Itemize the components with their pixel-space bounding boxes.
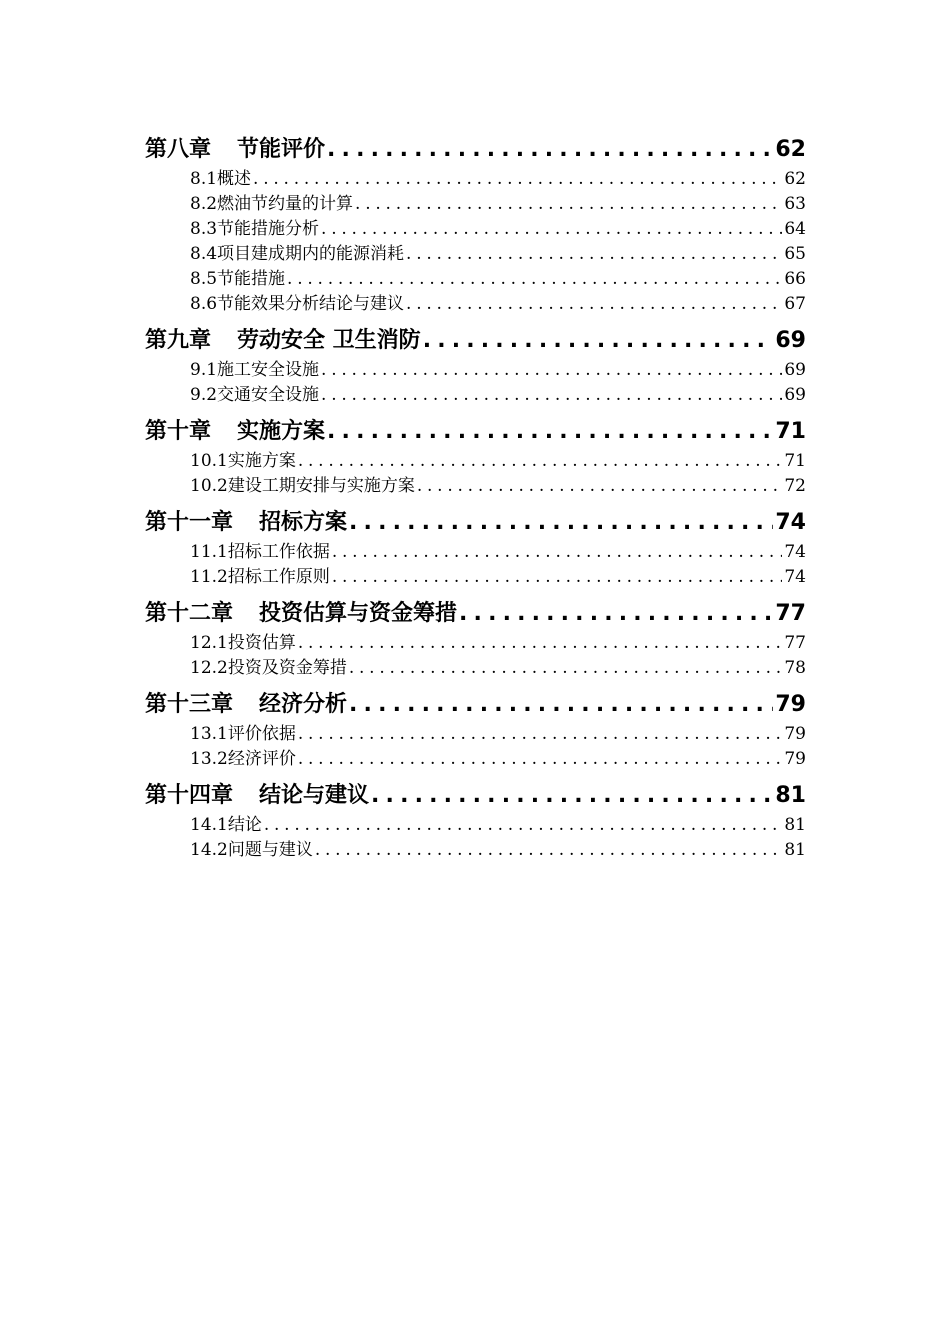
page-number: 81 bbox=[775, 783, 806, 808]
page-number: 79 bbox=[784, 724, 806, 744]
toc-section-8-5[interactable] bbox=[145, 267, 806, 292]
page-number: 63 bbox=[784, 194, 806, 214]
page-number: 69 bbox=[784, 360, 806, 380]
dot-leader bbox=[321, 217, 782, 242]
page-number: 81 bbox=[784, 815, 806, 835]
section-title: 13.1评价依据 bbox=[190, 724, 296, 744]
section-title: 12.2投资及资金筹措 bbox=[190, 658, 347, 678]
toc-chapter-10[interactable] bbox=[145, 415, 806, 449]
section-title: 13.2经济评价 bbox=[190, 749, 296, 769]
toc-section-9-2[interactable] bbox=[145, 383, 806, 408]
dot-leader bbox=[321, 358, 782, 383]
dot-leader bbox=[406, 292, 782, 317]
toc-section-8-6[interactable] bbox=[145, 292, 806, 317]
page-number: 67 bbox=[784, 294, 806, 314]
dot-leader bbox=[298, 449, 783, 474]
chapter-title bbox=[145, 415, 325, 449]
page-number: 66 bbox=[784, 269, 806, 289]
chapter-name: 招标方案 bbox=[259, 510, 348, 535]
section-title: 8.1概述 bbox=[190, 169, 252, 189]
section-title: 9.2交通安全设施 bbox=[190, 385, 320, 405]
chapter-number: 第十章 bbox=[145, 419, 212, 444]
dot-leader bbox=[332, 565, 783, 590]
dot-leader bbox=[287, 267, 782, 292]
chapter-name: 投资估算与资金筹措 bbox=[259, 601, 458, 626]
toc-chapter-9[interactable] bbox=[145, 324, 806, 358]
dot-leader bbox=[298, 631, 783, 656]
page-number: 62 bbox=[775, 137, 806, 162]
page-number: 79 bbox=[784, 749, 806, 769]
dot-leader bbox=[355, 192, 782, 217]
dot-leader bbox=[264, 813, 783, 838]
page-number: 77 bbox=[775, 601, 806, 626]
chapter-name: 劳动安全 卫生消防 bbox=[237, 328, 421, 353]
dot-leader bbox=[327, 415, 773, 449]
toc-chapter-8[interactable] bbox=[145, 133, 806, 167]
page-number: 79 bbox=[775, 692, 806, 717]
dot-leader bbox=[459, 597, 773, 631]
table-of-contents bbox=[145, 133, 806, 863]
toc-chapter-11[interactable] bbox=[145, 506, 806, 540]
page-number: 74 bbox=[784, 542, 806, 562]
dot-leader bbox=[371, 779, 773, 813]
dot-leader bbox=[417, 474, 783, 499]
page-number: 69 bbox=[784, 385, 806, 405]
toc-section-13-1[interactable] bbox=[145, 722, 806, 747]
dot-leader bbox=[349, 688, 773, 722]
page-number: 69 bbox=[775, 328, 806, 353]
page-number: 62 bbox=[784, 169, 806, 189]
page-number: 74 bbox=[784, 567, 806, 587]
chapter-name: 实施方案 bbox=[237, 419, 326, 444]
chapter-title bbox=[145, 597, 457, 631]
toc-section-12-2[interactable] bbox=[145, 656, 806, 681]
toc-section-9-1[interactable] bbox=[145, 358, 806, 383]
page-number: 81 bbox=[784, 840, 806, 860]
dot-leader bbox=[298, 747, 783, 772]
chapter-number: 第九章 bbox=[145, 328, 212, 353]
section-title: 11.1招标工作依据 bbox=[190, 542, 330, 562]
page-number: 64 bbox=[784, 219, 806, 239]
dot-leader bbox=[327, 133, 773, 167]
toc-chapter-13[interactable] bbox=[145, 688, 806, 722]
chapter-number: 第十一章 bbox=[145, 510, 234, 535]
chapter-title bbox=[145, 506, 347, 540]
page-number: 71 bbox=[784, 451, 806, 471]
toc-section-14-1[interactable] bbox=[145, 813, 806, 838]
toc-chapter-12[interactable] bbox=[145, 597, 806, 631]
chapter-number: 第十四章 bbox=[145, 783, 234, 808]
section-title: 9.1施工安全设施 bbox=[190, 360, 320, 380]
toc-section-12-1[interactable] bbox=[145, 631, 806, 656]
dot-leader bbox=[349, 506, 773, 540]
toc-section-8-2[interactable] bbox=[145, 192, 806, 217]
section-title: 8.2燃油节约量的计算 bbox=[190, 194, 354, 214]
section-title: 8.3节能措施分析 bbox=[190, 219, 320, 239]
chapter-title bbox=[145, 324, 421, 358]
dot-leader bbox=[253, 167, 782, 192]
section-title: 12.1投资估算 bbox=[190, 633, 296, 653]
toc-section-8-4[interactable] bbox=[145, 242, 806, 267]
toc-section-10-1[interactable] bbox=[145, 449, 806, 474]
section-title: 10.2建设工期安排与实施方案 bbox=[190, 476, 415, 496]
section-title: 14.1结论 bbox=[190, 815, 262, 835]
page-number: 65 bbox=[784, 244, 806, 264]
chapter-number: 第十三章 bbox=[145, 692, 234, 717]
chapter-name: 结论与建议 bbox=[259, 783, 370, 808]
toc-section-10-2[interactable] bbox=[145, 474, 806, 499]
page-number: 78 bbox=[784, 658, 806, 678]
section-title: 8.6节能效果分析结论与建议 bbox=[190, 294, 405, 314]
dot-leader bbox=[423, 324, 774, 358]
toc-section-14-2[interactable] bbox=[145, 838, 806, 863]
toc-section-11-1[interactable] bbox=[145, 540, 806, 565]
chapter-title bbox=[145, 688, 347, 722]
page-number: 71 bbox=[775, 419, 806, 444]
page-number: 74 bbox=[775, 510, 806, 535]
chapter-number: 第十二章 bbox=[145, 601, 234, 626]
dot-leader bbox=[349, 656, 783, 681]
section-title: 8.4项目建成期内的能源消耗 bbox=[190, 244, 405, 264]
page-number: 77 bbox=[784, 633, 806, 653]
toc-section-13-2[interactable] bbox=[145, 747, 806, 772]
section-title: 8.5节能措施 bbox=[190, 269, 286, 289]
toc-chapter-14[interactable] bbox=[145, 779, 806, 813]
section-title: 14.2问题与建议 bbox=[190, 840, 313, 860]
dot-leader bbox=[315, 838, 783, 863]
dot-leader bbox=[321, 383, 782, 408]
section-title: 10.1实施方案 bbox=[190, 451, 296, 471]
chapter-name: 节能评价 bbox=[237, 137, 326, 162]
chapter-name: 经济分析 bbox=[259, 692, 348, 717]
toc-section-8-3[interactable] bbox=[145, 217, 806, 242]
chapter-number: 第八章 bbox=[145, 137, 212, 162]
section-title: 11.2招标工作原则 bbox=[190, 567, 330, 587]
dot-leader bbox=[332, 540, 783, 565]
chapter-title bbox=[145, 779, 369, 813]
toc-section-8-1[interactable] bbox=[145, 167, 806, 192]
toc-section-11-2[interactable] bbox=[145, 565, 806, 590]
chapter-title bbox=[145, 133, 325, 167]
page-number: 72 bbox=[784, 476, 806, 496]
dot-leader bbox=[298, 722, 783, 747]
dot-leader bbox=[406, 242, 782, 267]
